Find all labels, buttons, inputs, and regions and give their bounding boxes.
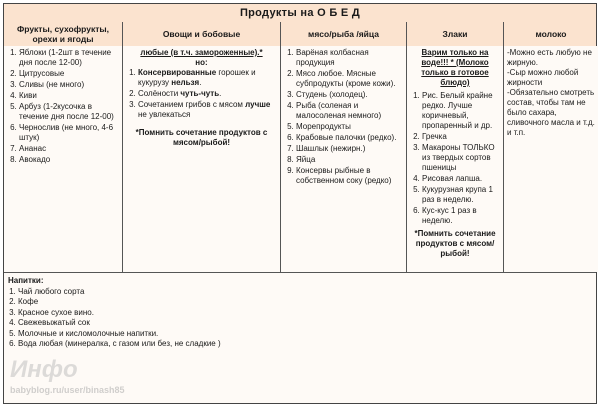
- list-item: 3. Макароны ТОЛЬКО из твердых сортов пшеницы: [422, 143, 500, 173]
- list-item: 8. Яйца: [296, 155, 403, 165]
- list-item: 9. Консервы рыбные в собственном соку (редко): [296, 166, 403, 186]
- veg-column: [123, 46, 281, 272]
- list-item: 1. Варёная колбасная продукция: [296, 48, 403, 68]
- list-item: 4. Свежевыжатый сок: [18, 318, 592, 329]
- list-item: -Сыр можно любой жирности: [507, 68, 579, 87]
- header-row: [4, 22, 596, 47]
- watermark-logo: Инфо: [10, 356, 78, 383]
- menu-table: [3, 3, 597, 404]
- grains-column: [407, 46, 504, 272]
- veg-intro: [126, 48, 277, 68]
- meat-column: [281, 46, 407, 272]
- list-item: 1. Чай любого сорта: [18, 287, 592, 298]
- list-item: 4. Рисовая лапша.: [422, 174, 500, 184]
- list-item: 5. Арбуз (1-2кусочка в течение дня после 12-00): [19, 102, 119, 122]
- list-item: 3. Сливы (не много): [19, 80, 119, 90]
- list-item: 2. Цитрусовые: [19, 69, 119, 79]
- veg-intro-b: но:: [195, 58, 208, 67]
- header-milk: молоко: [535, 29, 567, 39]
- table-title: Продукты на О Б Е Д: [4, 4, 596, 23]
- watermark-url: babyblog.ru/user/binash85: [10, 385, 125, 395]
- list-item: 5. Морепродукты: [296, 122, 403, 132]
- header-grains: Злаки: [407, 22, 504, 46]
- list-item: 1. Консервированные горошек и кукурузу нельзя.: [138, 68, 277, 88]
- list-item: 4. Рыба (соленая и малосоленая немного): [296, 101, 403, 121]
- list-item: 2. Гречка: [422, 132, 500, 142]
- header-meat: мясо/рыба /яйца: [281, 22, 407, 46]
- fruits-column: [4, 46, 123, 272]
- list-item: 6. Кус-кус 1 раз в неделю.: [422, 206, 500, 226]
- list-item: 4. Киви: [19, 91, 119, 101]
- grains-intro: Варим только на воде!!! * (Молоко только в готовое блюдо): [421, 48, 489, 87]
- list-item: 3. Красное сухое вино.: [18, 308, 592, 319]
- list-item: 1. Яблоки (1-2шт в течение дня после 12-00): [19, 48, 119, 68]
- list-item: 3. Сочетанием грибов с мясом лучше не увлекаться: [138, 100, 277, 120]
- list-item: 2. Солёности чуть-чуть.: [138, 89, 277, 99]
- list-item: 7. Ананас: [19, 144, 119, 154]
- list-item: 3. Студень (холодец).: [296, 90, 403, 100]
- list-item: -Можно есть любую не жирную.: [507, 48, 592, 67]
- list-item: 2. Мясо любое. Мясные субпродукты (кроме кожи).: [296, 69, 403, 89]
- header-veg: Овощи и бобовые: [123, 22, 281, 46]
- veg-intro-a: любые (в т.ч. замороженные).*: [140, 48, 263, 57]
- list-item: 6. Крабовые палочки (редко).: [296, 133, 403, 143]
- grains-note: *Помнить сочетание продуктов с мясом/рыбой!: [414, 229, 496, 258]
- milk-column: [504, 46, 598, 272]
- list-item: 6. Вода любая (минералка, с газом или без, не сладкие ): [18, 339, 592, 350]
- list-item: 5. Молочные и кисломолочные напитки.: [18, 329, 592, 340]
- list-item: 5. Кукурузная крупа 1 раз в неделю.: [422, 185, 500, 205]
- list-item: -Обязательно смотреть состав, чтобы там не было сахара, сливочного масла и т.д. и т.п.: [507, 88, 595, 137]
- list-item: 6. Чернослив (не много, 4-6 штук): [19, 123, 119, 143]
- drinks-section: [4, 272, 596, 403]
- header-fruits: Фрукты, сухофрукты, орехи и ягоды: [4, 22, 123, 46]
- list-item: 2. Кофе: [18, 297, 592, 308]
- drinks-label: Напитки:: [8, 276, 44, 285]
- list-item: 8. Авокадо: [19, 155, 119, 165]
- veg-note: *Помнить сочетание продуктов с мясом/рыбой!: [135, 128, 268, 147]
- list-item: 1. Рис. Белый крайне редко. Лучше коричневый, пропаренный и др.: [422, 91, 500, 131]
- list-item: 7. Шашлык (нежирн.): [296, 144, 403, 154]
